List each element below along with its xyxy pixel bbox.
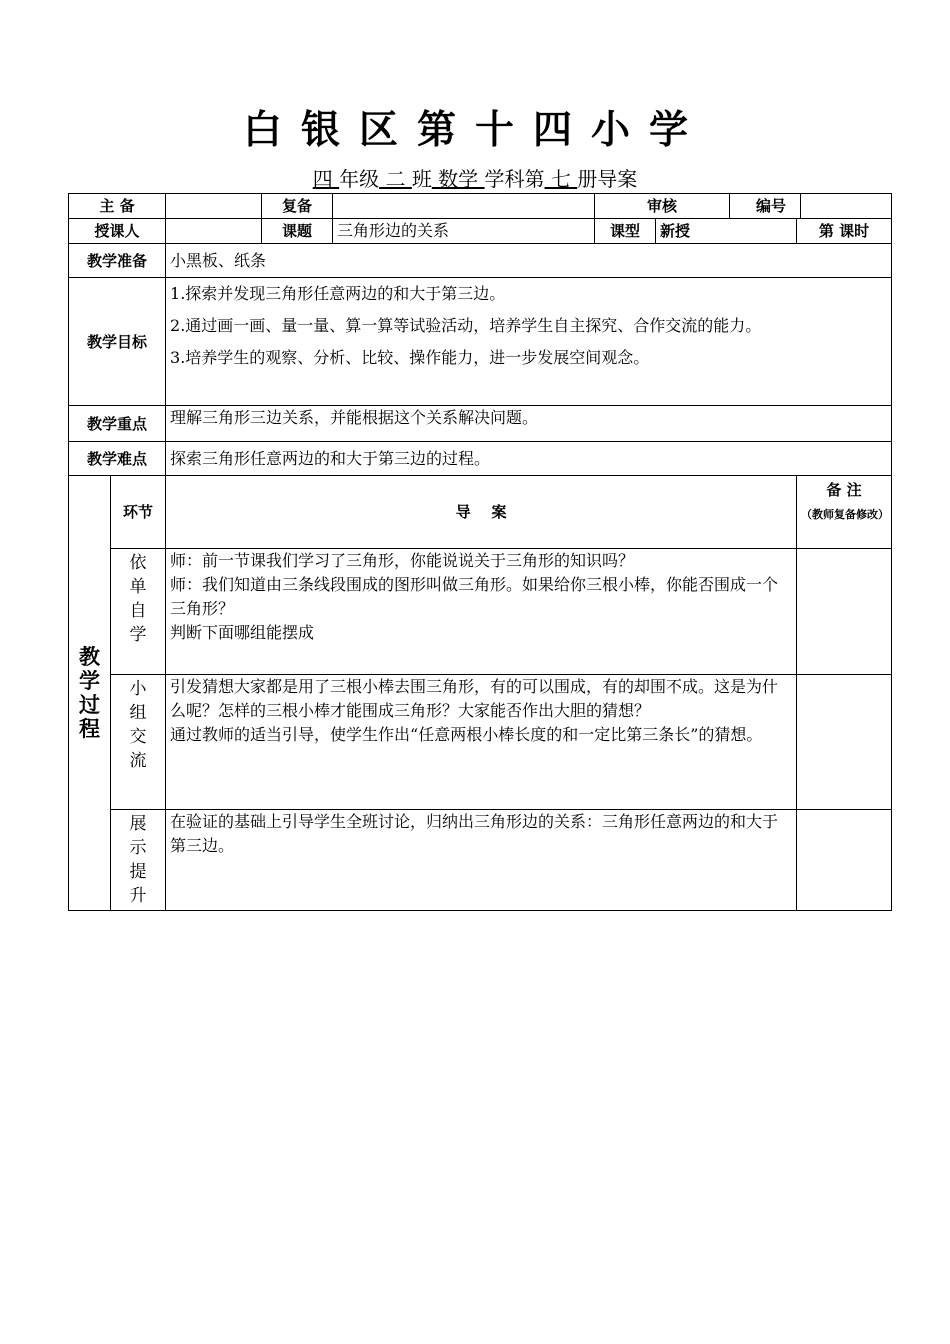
stage-guide xyxy=(166,675,797,810)
key-point-row xyxy=(69,406,892,442)
lesson-plan-table xyxy=(68,193,892,911)
stage-guide xyxy=(166,549,797,675)
goal-item: 1.探索并发现三角形任意两边的和大于第三边。 xyxy=(170,284,506,303)
bianhao-value xyxy=(800,194,891,218)
subject-value: 数学 xyxy=(431,167,485,191)
header-row-2 xyxy=(69,219,892,244)
school-title: 白银区第十四小学 xyxy=(242,108,707,153)
stage-note xyxy=(797,549,892,675)
fubei-label: 复备 xyxy=(262,194,333,219)
stage-note xyxy=(797,675,892,810)
key-point-value: 理解三角形三边关系，并能根据这个关系解决问题。 xyxy=(166,406,892,442)
key-point-label: 教学重点 xyxy=(69,406,166,442)
shenhe-label: 审核 xyxy=(595,194,730,219)
process-label: 教 学 过 程 xyxy=(69,476,111,911)
period-value: 第 课时 xyxy=(797,219,892,244)
stage-row xyxy=(69,675,892,810)
type-value: 新授 xyxy=(656,219,797,244)
plan-subtitle xyxy=(0,165,950,193)
teacher-value xyxy=(166,219,262,244)
goals-content xyxy=(166,278,892,406)
stage-name: 展 示 提 升 xyxy=(111,810,166,911)
guide-line: 通过教师的适当引导，使学生作出“任意两根小棒长度的和一定比第三条长”的猜想。 xyxy=(170,725,763,744)
difficulty-label: 教学难点 xyxy=(69,442,166,476)
stage-row xyxy=(69,810,892,911)
bianhao-label: 编号 xyxy=(756,197,787,215)
zhubei-value xyxy=(166,194,262,219)
goal-item: 2.通过画一画、量一量、算一算等试验活动，培养学生自主探究、合作交流的能力。 xyxy=(170,316,762,335)
guide-line: 师：前一节课我们学习了三角形，你能说说关于三角形的知识吗？ xyxy=(170,551,635,570)
topic-label: 课题 xyxy=(262,219,333,244)
difficulty-value: 探索三角形任意两边的和大于第三边的过程。 xyxy=(166,442,892,476)
note-column-header: 备 注 （教师复备修改） xyxy=(797,476,892,549)
shenhe-value xyxy=(730,194,742,218)
subject-suffix: 学科第 xyxy=(484,167,545,191)
goal-item: 3.培养学生的观察、分析、比较、操作能力，进一步发展空间观念。 xyxy=(170,348,650,367)
guide-line: 师：我们知道由三条线段围成的图形叫做三角形。如果给你三根小棒，你能否围成一个三角形？ xyxy=(170,575,779,618)
stage-column-header: 环节 xyxy=(111,476,166,549)
grade-suffix: 年级 xyxy=(339,167,380,191)
stage-guide xyxy=(166,810,797,911)
shenhe-bianhao-cell xyxy=(730,194,892,219)
stage-row xyxy=(69,549,892,675)
difficulty-row xyxy=(69,442,892,476)
prep-row xyxy=(69,244,892,278)
stage-name: 小 组 交 流 xyxy=(111,675,166,810)
teacher-label: 授课人 xyxy=(69,219,166,244)
goals-row xyxy=(69,278,892,406)
grade-value: 四 xyxy=(312,167,340,191)
prep-label: 教学准备 xyxy=(69,244,166,278)
class-suffix: 班 xyxy=(411,167,432,191)
class-value: 二 xyxy=(379,167,412,191)
volume-suffix: 册导案 xyxy=(577,167,638,191)
guide-column-header: 导 案 xyxy=(166,476,797,549)
stage-note xyxy=(797,810,892,911)
goals-label: 教学目标 xyxy=(69,278,166,406)
guide-line: 判断下面哪组能摆成 xyxy=(170,623,315,642)
process-header-row xyxy=(69,476,892,549)
type-label: 课型 xyxy=(595,219,656,244)
fubei-value xyxy=(333,194,595,219)
zhubei-label: 主 备 xyxy=(69,194,166,219)
volume-value: 七 xyxy=(544,167,578,191)
stage-name: 依 单 自 学 xyxy=(111,549,166,675)
header-row-1 xyxy=(69,194,892,219)
topic-value: 三角形边的关系 xyxy=(333,219,595,244)
guide-line: 引发猜想大家都是用了三根小棒去围三角形，有的可以围成，有的却围不成。这是为什么呢？怎样的三根小棒才能围成三角形？大家能否作出大胆的猜想？ xyxy=(170,677,779,720)
prep-value: 小黑板、纸条 xyxy=(166,244,892,278)
guide-line: 在验证的基础上引导学生全班讨论，归纳出三角形边的关系：三角形任意两边的和大于第三边。 xyxy=(170,812,779,855)
